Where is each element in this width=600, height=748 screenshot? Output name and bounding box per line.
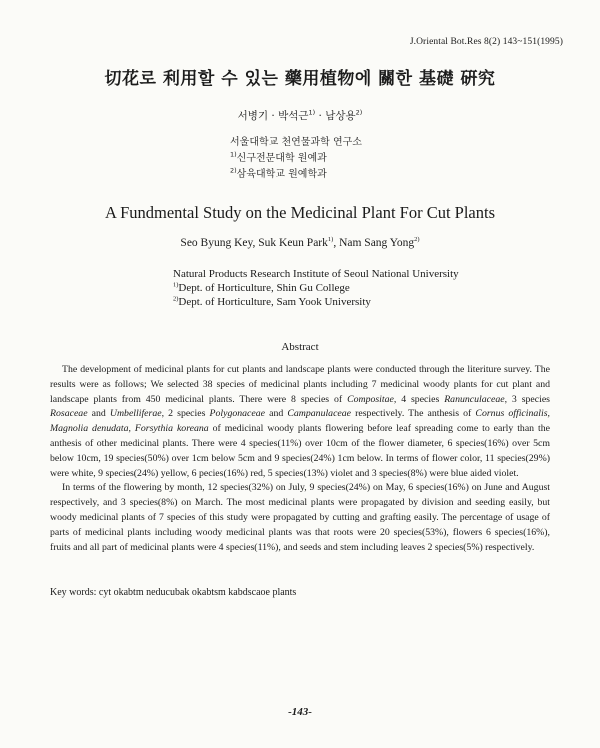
taxon-name: Umbelliferae bbox=[109, 408, 162, 420]
taxon-name: Compositae bbox=[347, 393, 394, 405]
taxon-name: Polygonaceae bbox=[209, 408, 266, 420]
taxon-name: Ranunculaceae bbox=[444, 393, 505, 405]
korean-affiliation-3-sup: 2) bbox=[230, 166, 237, 175]
korean-authors bbox=[0, 108, 600, 123]
korean-title: 切花로 利用할 수 있는 藥用植物에 關한 基礎 硏究 bbox=[104, 69, 496, 89]
taxon-name: Rosaceae bbox=[50, 408, 88, 420]
abstract-heading: Abstract bbox=[281, 341, 319, 353]
korean-affiliation-3 bbox=[230, 167, 362, 183]
abstract-text: , 2 species bbox=[161, 408, 210, 420]
abstract-text: , 4 species bbox=[393, 393, 445, 405]
korean-affiliation-1: 서울대학교 천연물과학 연구소 bbox=[230, 137, 362, 148]
page-number: -143- bbox=[288, 706, 312, 718]
english-authors bbox=[0, 237, 600, 249]
abstract-text: and bbox=[87, 408, 110, 420]
english-author-1-sup: 1) bbox=[327, 236, 334, 244]
english-affiliation-2-sup: 1) bbox=[173, 281, 179, 289]
korean-affiliation-2-sup: 1) bbox=[230, 150, 237, 159]
korean-author-1-sup: 1) bbox=[308, 108, 316, 117]
english-affiliation-2-text: Dept. of Horticulture, Shin Gu College bbox=[178, 282, 350, 294]
english-affiliation-3-text: Dept. of Horticulture, Sam Yook University bbox=[178, 296, 371, 308]
abstract-text: , 3 species bbox=[504, 393, 550, 405]
english-author-1: Seo Byung Key, Suk Keun Park bbox=[180, 237, 328, 249]
english-author-2-sup: 2) bbox=[414, 236, 420, 244]
korean-affiliation-2-text: 신구전문대학 원예과 bbox=[236, 153, 327, 164]
abstract-text: respectively. The anthesis of bbox=[351, 408, 476, 420]
english-affiliations bbox=[173, 267, 459, 309]
korean-author-1: 서병기 · 박석근 bbox=[237, 110, 309, 122]
english-affiliation-3 bbox=[173, 295, 459, 309]
korean-affiliation-2 bbox=[230, 151, 362, 167]
english-affiliation-2 bbox=[173, 281, 459, 295]
korean-author-2: · 남상용 bbox=[315, 110, 356, 122]
korean-author-2-sup: 2) bbox=[355, 108, 363, 117]
abstract-text: and bbox=[265, 408, 288, 420]
journal-reference: J.Oriental Bot.Res 8(2) 143~151(1995) bbox=[409, 37, 563, 47]
abstract-text: The development of medicinal plants for cut plants and landscape plants were conducted through the literiture survey. The results were as follows; We selected 38 species of medicinal plants including 7 medicinal woody plants for cut plant and landscape plants from 450 medicinal plants. There were 8 species of bbox=[50, 364, 550, 405]
korean-affiliations bbox=[230, 135, 362, 183]
abstract-body bbox=[50, 363, 550, 555]
abstract-text: of medicinal woody plants flowering before leaf spreading come to early than the anthesis of other medicinal plants. There were 4 species(11%) over 10cm of the flower diameter, 6 species(16%) over 5cm below 10cm, 19 species(50%) over 1cm below 5cm and 9 species(24%) 1cm below. In terms of flower color, 11 species(29%) were white, 9 species(24%) yellow, 6 pecies(16%) red, 5 species(13%) violet and 3 species(8%) were blue aided violet. bbox=[50, 423, 550, 479]
abstract-paragraph-2: In terms of the flowering by month, 12 species(32%) on July, 9 species(24%) on May, 6 species(16%) on June and August respectively, and 3 species(8%) on March. The most medicinal plants were propagated by division and seeding easily, but woody medicinal plants of 7 species of this study were propagated by cutting and grafting easily. The percentage of usage of parts of medicinal plants including woody medicinal plants was that roots were 20 species(53%), flowers 6 species(16%), fruits and all part of medicinal plants were 4 species(11%), and seeds and stem including leaves 2 species(5%) respectively. bbox=[50, 482, 550, 553]
english-affiliation-3-sup: 2) bbox=[173, 295, 179, 303]
keywords: Key words: cyt okabtm neducubak okabtsm kabdscaoe plants bbox=[50, 587, 297, 598]
abstract-paragraph-1 bbox=[50, 363, 550, 481]
korean-affiliation-3-text: 삼육대학교 원예학과 bbox=[236, 169, 327, 180]
english-author-2: , Nam Sang Yong bbox=[333, 237, 415, 249]
english-affiliation-1: Natural Products Research Institute of Seoul National University bbox=[173, 268, 459, 280]
taxon-name: Campanulaceae bbox=[287, 408, 352, 420]
taxon-name: Cornus officinalis, Magnolia denudata, Forsythia koreana bbox=[50, 408, 551, 435]
english-title: A Fundmental Study on the Medicinal Plant For Cut Plants bbox=[104, 203, 496, 222]
